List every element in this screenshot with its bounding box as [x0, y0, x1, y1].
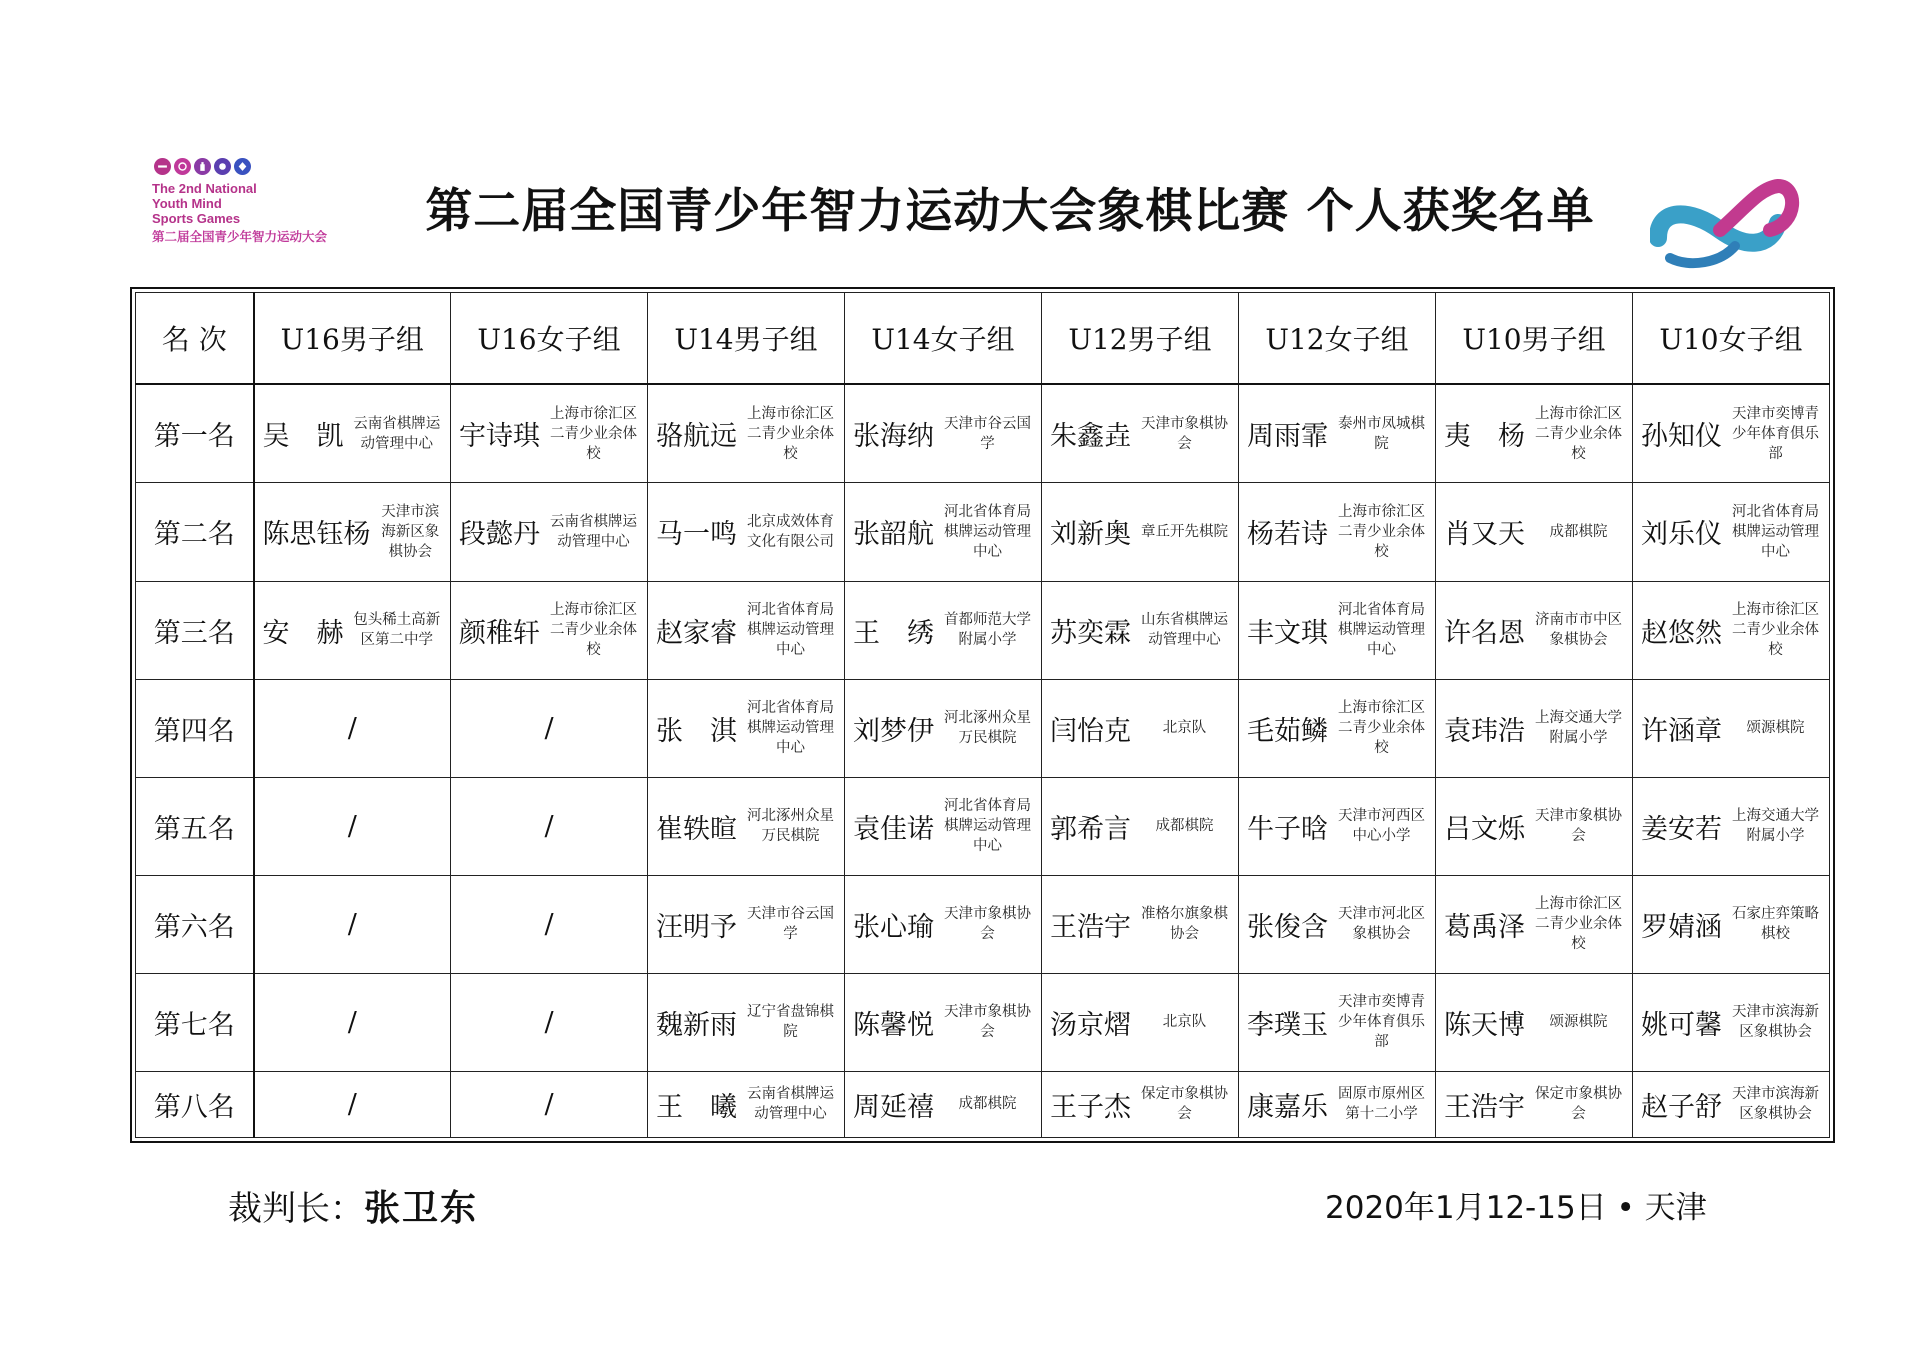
- rank-cell: 第六名: [136, 875, 254, 973]
- player-organization: 上海市徐汇区二青少业余体校: [1732, 602, 1819, 659]
- winner-cell: [1436, 875, 1633, 973]
- player-name: 姚可馨: [1641, 1009, 1722, 1041]
- winner-entry: [845, 1072, 1041, 1137]
- winner-entry: [1239, 582, 1435, 679]
- winner-entry: [1042, 974, 1238, 1071]
- player-name: 姜安若: [1641, 813, 1722, 845]
- table-row: [136, 384, 1830, 483]
- player-name: 李璞玉: [1247, 1009, 1328, 1041]
- player-organization: 河北省体育局棋牌运动管理中心: [944, 798, 1031, 855]
- winner-entry: [648, 483, 844, 580]
- player-organization: 天津市谷云国学: [747, 906, 834, 943]
- winner-cell: [845, 875, 1042, 973]
- winner-cell: [451, 384, 648, 483]
- winner-cell: [1239, 581, 1436, 679]
- player-organization: 石家庄弈策略棋校: [1732, 906, 1819, 943]
- winner-entry: [1239, 483, 1435, 580]
- player-organization: 保定市象棋协会: [1535, 1086, 1622, 1123]
- player-organization: 河北省体育局棋牌运动管理中心: [944, 503, 1031, 560]
- winner-cell: [1239, 973, 1436, 1071]
- player-name: 王子杰: [1050, 1091, 1131, 1123]
- player-organization: 章丘开先棋院: [1141, 523, 1228, 540]
- player-organization: 上海交通大学附属小学: [1732, 808, 1819, 845]
- winner-cell: /: [451, 777, 648, 875]
- winner-entry: [1436, 876, 1632, 973]
- table-header-row: [136, 293, 1830, 385]
- draughts-icon: [214, 158, 231, 175]
- winner-cell: [648, 1071, 845, 1137]
- winner-cell: [1633, 777, 1830, 875]
- winner-cell: [845, 581, 1042, 679]
- player-name: 陈馨悦: [853, 1009, 934, 1041]
- player-name: 汤京熠: [1050, 1009, 1131, 1041]
- player-name: 罗婧涵: [1641, 911, 1722, 943]
- table-row: [136, 679, 1830, 777]
- winner-cell: [1239, 483, 1436, 581]
- winner-cell: [1042, 875, 1239, 973]
- player-organization: 天津市象棋协会: [944, 1004, 1031, 1041]
- card-icon: [234, 158, 251, 175]
- winner-cell: [1042, 679, 1239, 777]
- winner-entry: [1042, 876, 1238, 973]
- player-organization: 北京队: [1162, 720, 1207, 737]
- winner-cell: [1042, 1071, 1239, 1137]
- player-name: 夷 杨: [1444, 421, 1525, 453]
- winner-cell: [1239, 1071, 1436, 1137]
- group-header: U16男子组: [254, 293, 451, 385]
- winner-entry: [1042, 385, 1238, 482]
- winner-entry: [1436, 385, 1632, 482]
- winner-entry: [648, 582, 844, 679]
- player-organization: 辽宁省盘锦棋院: [747, 1004, 834, 1041]
- winner-cell: [1436, 483, 1633, 581]
- player-name: 肖又天: [1444, 519, 1525, 551]
- winner-entry: [1633, 680, 1829, 777]
- winner-cell: [254, 483, 451, 581]
- player-name: 许涵章: [1641, 715, 1722, 747]
- player-organization: 河北省体育局棋牌运动管理中心: [747, 700, 834, 757]
- player-organization: 河北省体育局棋牌运动管理中心: [1338, 602, 1425, 659]
- player-organization: 天津市奕博青少年体育俱乐部: [1732, 405, 1819, 462]
- winner-entry: [1436, 582, 1632, 679]
- winner-cell: /: [254, 679, 451, 777]
- winner-cell: [1436, 1071, 1633, 1137]
- logo-line: The 2nd National: [152, 181, 257, 196]
- player-name: 张俊含: [1247, 911, 1328, 943]
- player-organization: 山东省棋牌运动管理中心: [1141, 612, 1228, 649]
- player-name: 闫怡克: [1050, 715, 1131, 747]
- player-name: 许名恩: [1444, 617, 1525, 649]
- player-organization: 首都师范大学附属小学: [944, 612, 1031, 649]
- winner-entry: [648, 876, 844, 973]
- referee-label: 裁判长：: [228, 1189, 364, 1229]
- winner-cell: [648, 973, 845, 1071]
- player-organization: 天津市滨海新区象棋协会: [1732, 1086, 1819, 1123]
- player-name: 葛禹泽: [1444, 911, 1525, 943]
- player-organization: 云南省棋牌运动管理中心: [747, 1086, 834, 1123]
- winner-entry: [845, 483, 1041, 580]
- winner-entry: [1633, 974, 1829, 1071]
- winner-entry: [845, 680, 1041, 777]
- rank-cell: 第二名: [136, 483, 254, 581]
- winner-entry: [255, 483, 451, 580]
- rank-cell: 第五名: [136, 777, 254, 875]
- rank-cell: 第八名: [136, 1071, 254, 1137]
- player-organization: 天津市象棋协会: [1535, 808, 1622, 845]
- winner-cell: [648, 483, 845, 581]
- group-header: U10女子组: [1633, 293, 1830, 385]
- player-name: 安 赫: [262, 617, 344, 649]
- winner-entry: [451, 582, 647, 679]
- player-name: 段懿丹: [459, 519, 540, 551]
- winner-entry: [451, 385, 647, 482]
- winner-cell: [648, 384, 845, 483]
- winner-entry: [1042, 680, 1238, 777]
- player-organization: 准格尔旗象棋协会: [1141, 906, 1228, 943]
- player-name: 杨若诗: [1247, 519, 1328, 551]
- winner-cell: [1239, 777, 1436, 875]
- rank-cell: 第一名: [136, 384, 254, 483]
- winner-cell: [648, 581, 845, 679]
- winner-cell: [1633, 875, 1830, 973]
- winner-entry: [1239, 778, 1435, 875]
- winner-entry: [1042, 778, 1238, 875]
- player-name: 周雨霏: [1247, 421, 1328, 453]
- table-row: [136, 777, 1830, 875]
- winner-entry: [845, 876, 1041, 973]
- winner-cell: [1633, 483, 1830, 581]
- player-name: 赵子舒: [1641, 1091, 1722, 1123]
- winner-entry: [1633, 1072, 1829, 1137]
- winner-cell: [1633, 679, 1830, 777]
- player-name: 陈思钰杨: [262, 519, 371, 551]
- player-name: 陈天博: [1444, 1009, 1525, 1041]
- winner-cell: [1633, 973, 1830, 1071]
- logo-english-text: [152, 181, 392, 226]
- logo-line: Sports Games: [152, 211, 241, 226]
- player-name: 刘新奥: [1050, 519, 1131, 551]
- winner-entry: [1436, 778, 1632, 875]
- player-organization: 天津市滨海新区象棋协会: [1732, 1004, 1819, 1041]
- winner-cell: [1436, 777, 1633, 875]
- winner-cell: [1239, 679, 1436, 777]
- winner-entry: [1633, 385, 1829, 482]
- winner-cell: [1239, 384, 1436, 483]
- winner-cell: [1042, 384, 1239, 483]
- player-organization: 上海市徐汇区二青少业余体校: [1535, 896, 1622, 953]
- player-name: 赵悠然: [1641, 617, 1722, 649]
- player-name: 周延禧: [853, 1091, 934, 1123]
- player-name: 马一鸣: [656, 519, 737, 551]
- winner-cell: [1436, 973, 1633, 1071]
- player-organization: 云南省棋牌运动管理中心: [353, 415, 441, 452]
- player-organization: 包头稀土高新区第二中学: [353, 612, 441, 649]
- player-organization: 上海市徐汇区二青少业余体校: [550, 602, 637, 659]
- winner-entry: [1042, 1072, 1238, 1137]
- winner-cell: [845, 777, 1042, 875]
- player-name: 赵家睿: [656, 617, 737, 649]
- player-name: 张韶航: [853, 519, 934, 551]
- player-name: 袁玮浩: [1444, 715, 1525, 747]
- winner-entry: [1633, 582, 1829, 679]
- winner-entry: [1239, 974, 1435, 1071]
- player-name: 王浩宇: [1050, 911, 1131, 943]
- bridge-icon: [194, 158, 211, 175]
- chess-piece-icon: [174, 158, 191, 175]
- winner-cell: [1436, 581, 1633, 679]
- player-organization: 天津市滨海新区象棋协会: [381, 503, 440, 560]
- table-row: [136, 1071, 1830, 1137]
- table-row: [136, 875, 1830, 973]
- go-icon: [154, 158, 171, 175]
- player-organization: 成都棋院: [1549, 523, 1608, 540]
- player-name: 张 淇: [656, 715, 737, 747]
- player-organization: 河北涿州众星万民棋院: [747, 808, 834, 845]
- winner-entry: [1042, 483, 1238, 580]
- player-organization: 固原市原州区第十二小学: [1338, 1086, 1425, 1123]
- player-name: 王 曦: [656, 1091, 737, 1123]
- winner-entry: [1239, 1072, 1435, 1137]
- winner-entry: [255, 582, 451, 679]
- winner-cell: [845, 483, 1042, 581]
- winner-cell: [1042, 483, 1239, 581]
- group-header: U16女子组: [451, 293, 648, 385]
- player-organization: 北京队: [1162, 1014, 1207, 1031]
- player-organization: 上海市徐汇区二青少业余体校: [1535, 405, 1622, 462]
- winner-cell: /: [451, 973, 648, 1071]
- group-header: U14男子组: [648, 293, 845, 385]
- player-organization: 上海交通大学附属小学: [1535, 710, 1622, 747]
- player-name: 张心瑜: [853, 911, 934, 943]
- player-organization: 河北省体育局棋牌运动管理中心: [747, 602, 834, 659]
- player-name: 袁佳诺: [853, 813, 934, 845]
- player-name: 康嘉乐: [1247, 1091, 1328, 1123]
- player-organization: 上海市徐汇区二青少业余体校: [747, 405, 834, 462]
- player-organization: 泰州市凤城棋院: [1338, 415, 1425, 452]
- player-name: 骆航远: [656, 421, 737, 453]
- rank-cell: 第七名: [136, 973, 254, 1071]
- player-name: 颜稚轩: [459, 617, 540, 649]
- winner-cell: [648, 875, 845, 973]
- winner-entry: [845, 974, 1041, 1071]
- winner-entry: [845, 582, 1041, 679]
- winner-entry: [1633, 483, 1829, 580]
- winner-cell: [1042, 581, 1239, 679]
- winner-cell: [254, 384, 451, 483]
- player-organization: 成都棋院: [958, 1096, 1017, 1113]
- winner-cell: [451, 483, 648, 581]
- group-header: U12男子组: [1042, 293, 1239, 385]
- winner-entry: [1436, 974, 1632, 1071]
- games-logo: [152, 158, 392, 258]
- player-organization: 云南省棋牌运动管理中心: [550, 513, 637, 550]
- player-name: 宇诗琪: [459, 421, 540, 453]
- player-organization: 上海市徐汇区二青少业余体校: [1338, 503, 1425, 560]
- winner-cell: /: [451, 875, 648, 973]
- winner-entry: [1633, 876, 1829, 973]
- winner-cell: /: [254, 1071, 451, 1137]
- player-name: 王 绣: [853, 617, 934, 649]
- player-name: 郭希言: [1050, 813, 1131, 845]
- player-organization: 保定市象棋协会: [1141, 1086, 1228, 1123]
- logo-line: Youth Mind: [152, 196, 222, 211]
- winner-entry: [255, 385, 451, 482]
- player-organization: 颂源棋院: [1549, 1014, 1608, 1031]
- player-name: 苏奕霖: [1050, 617, 1131, 649]
- player-organization: 天津市河西区中心小学: [1338, 808, 1425, 845]
- player-organization: 河北省体育局棋牌运动管理中心: [1732, 503, 1819, 560]
- player-organization: 颂源棋院: [1746, 720, 1805, 737]
- player-name: 王浩宇: [1444, 1091, 1525, 1123]
- player-name: 魏新雨: [656, 1009, 737, 1041]
- player-name: 吴 凯: [262, 421, 344, 453]
- winner-cell: [1042, 777, 1239, 875]
- group-header: U14女子组: [845, 293, 1042, 385]
- player-organization: 天津市谷云国学: [944, 415, 1031, 452]
- table-row: [136, 973, 1830, 1071]
- winner-cell: [451, 581, 648, 679]
- player-name: 毛茹鳞: [1247, 715, 1328, 747]
- player-organization: 成都棋院: [1155, 818, 1214, 835]
- chief-referee: [228, 1180, 478, 1231]
- page-title: 第二届全国青少年智力运动大会象棋比赛 个人获奖名单: [425, 184, 1595, 239]
- winner-cell: [1436, 679, 1633, 777]
- winner-entry: [451, 483, 647, 580]
- player-name: 吕文烁: [1444, 813, 1525, 845]
- player-organization: 河北涿州众星万民棋院: [944, 710, 1031, 747]
- player-organization: 济南市市中区象棋协会: [1535, 612, 1622, 649]
- winner-entry: [1239, 385, 1435, 482]
- winner-entry: [648, 974, 844, 1071]
- awards-table: [130, 287, 1835, 1143]
- player-name: 刘乐仪: [1641, 519, 1722, 551]
- winner-cell: /: [451, 1071, 648, 1137]
- player-organization: 上海市徐汇区二青少业余体校: [1338, 700, 1425, 757]
- winner-entry: [648, 1072, 844, 1137]
- player-organization: 天津市奕博青少年体育俱乐部: [1338, 994, 1425, 1051]
- winner-cell: [1633, 1071, 1830, 1137]
- winner-cell: /: [254, 973, 451, 1071]
- winner-cell: [1239, 875, 1436, 973]
- winner-cell: /: [254, 875, 451, 973]
- winner-cell: [648, 679, 845, 777]
- group-header: U10男子组: [1436, 293, 1633, 385]
- winner-entry: [1239, 876, 1435, 973]
- player-organization: 天津市象棋协会: [1141, 415, 1228, 452]
- player-name: 崔轶暄: [656, 813, 737, 845]
- referee-name: 张卫东: [364, 1188, 479, 1229]
- winner-cell: [845, 1071, 1042, 1137]
- discipline-icons: [154, 158, 392, 175]
- winner-cell: [845, 384, 1042, 483]
- date-place: 2020年1月12-15日 • 天津: [1325, 1190, 1707, 1226]
- winner-cell: [845, 973, 1042, 1071]
- rank-header: 名 次: [136, 293, 254, 385]
- player-name: 牛子晗: [1247, 813, 1328, 845]
- player-organization: 天津市象棋协会: [944, 906, 1031, 943]
- winner-entry: [648, 680, 844, 777]
- winner-entry: [1436, 680, 1632, 777]
- winner-entry: [1633, 778, 1829, 875]
- group-header: U12女子组: [1239, 293, 1436, 385]
- player-organization: 北京成效体育文化有限公司: [747, 513, 834, 550]
- player-name: 汪明予: [656, 911, 737, 943]
- winner-cell: [845, 679, 1042, 777]
- winner-entry: [845, 385, 1041, 482]
- winner-cell: [1436, 384, 1633, 483]
- winner-cell: /: [451, 679, 648, 777]
- winner-cell: [648, 777, 845, 875]
- winner-entry: [648, 778, 844, 875]
- winner-entry: [845, 778, 1041, 875]
- winner-entry: [1042, 582, 1238, 679]
- winner-cell: [1633, 581, 1830, 679]
- winner-cell: [1633, 384, 1830, 483]
- winner-cell: /: [254, 777, 451, 875]
- winner-entry: [1239, 680, 1435, 777]
- player-name: 丰文琪: [1247, 617, 1328, 649]
- player-name: 孙知仪: [1641, 421, 1722, 453]
- rank-cell: 第四名: [136, 679, 254, 777]
- winner-cell: [1042, 973, 1239, 1071]
- player-organization: 天津市河北区象棋协会: [1338, 906, 1425, 943]
- table-row: [136, 581, 1830, 679]
- rank-cell: 第三名: [136, 581, 254, 679]
- player-organization: 上海市徐汇区二青少业余体校: [550, 405, 637, 462]
- table-row: [136, 483, 1830, 581]
- infinity-emblem-icon: [1650, 168, 1800, 273]
- winner-entry: [648, 385, 844, 482]
- winner-entry: [1436, 483, 1632, 580]
- player-name: 张海纳: [853, 421, 934, 453]
- winner-entry: [1436, 1072, 1632, 1137]
- player-name: 朱鑫垚: [1050, 421, 1131, 453]
- winner-cell: [254, 581, 451, 679]
- logo-chinese-text: 第二届全国青少年智力运动大会: [152, 229, 328, 244]
- player-name: 刘梦伊: [853, 715, 934, 747]
